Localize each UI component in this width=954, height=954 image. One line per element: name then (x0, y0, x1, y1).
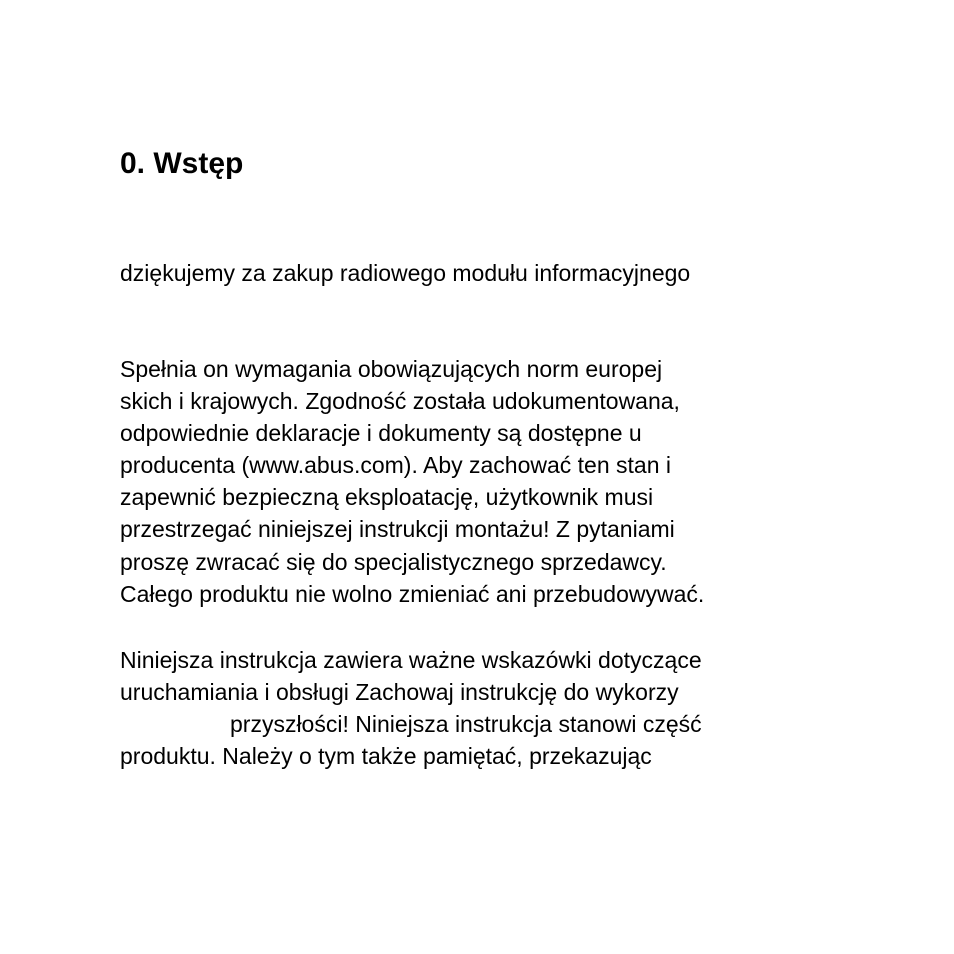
paragraph1-line: skich i krajowych. Zgodność została udokumentowana, (120, 388, 680, 414)
paragraph2-line: uruchamiania i obsługi Zachowaj instrukcję do wykorzy (120, 679, 679, 705)
section-heading: 0. Wstęp (120, 147, 244, 180)
paragraph1-line: proszę zwracać się do specjalistycznego sprzedawcy. (120, 549, 667, 575)
paragraph1-line: zapewnić bezpieczną eksploatację, użytkownik musi (120, 484, 654, 510)
paragraph2-line: produktu. Należy o tym także pamiętać, przekazując (120, 743, 652, 769)
paragraph1-line: producenta (www.abus.com). Aby zachować ten stan i (120, 452, 672, 478)
paragraph1-line: Całego produktu nie wolno zmieniać ani przebudowywać. (120, 581, 705, 607)
paragraph2-line: Niniejsza instrukcja zawiera ważne wskazówki dotyczące (120, 647, 702, 673)
paragraph1-line: przestrzegać niniejszej instrukcji montażu! Z pytaniami (120, 516, 675, 542)
paragraph1-line: odpowiednie deklaracje i dokumenty są dostępne u (120, 420, 642, 446)
intro-text: dziękujemy za zakup radiowego modułu informacyjnego (120, 260, 691, 286)
paragraph2-line: przyszłości! Niniejsza instrukcja stanowi część (230, 711, 702, 737)
paragraph1-line: Spełnia on wymagania obowiązujących norm europej (120, 356, 663, 382)
